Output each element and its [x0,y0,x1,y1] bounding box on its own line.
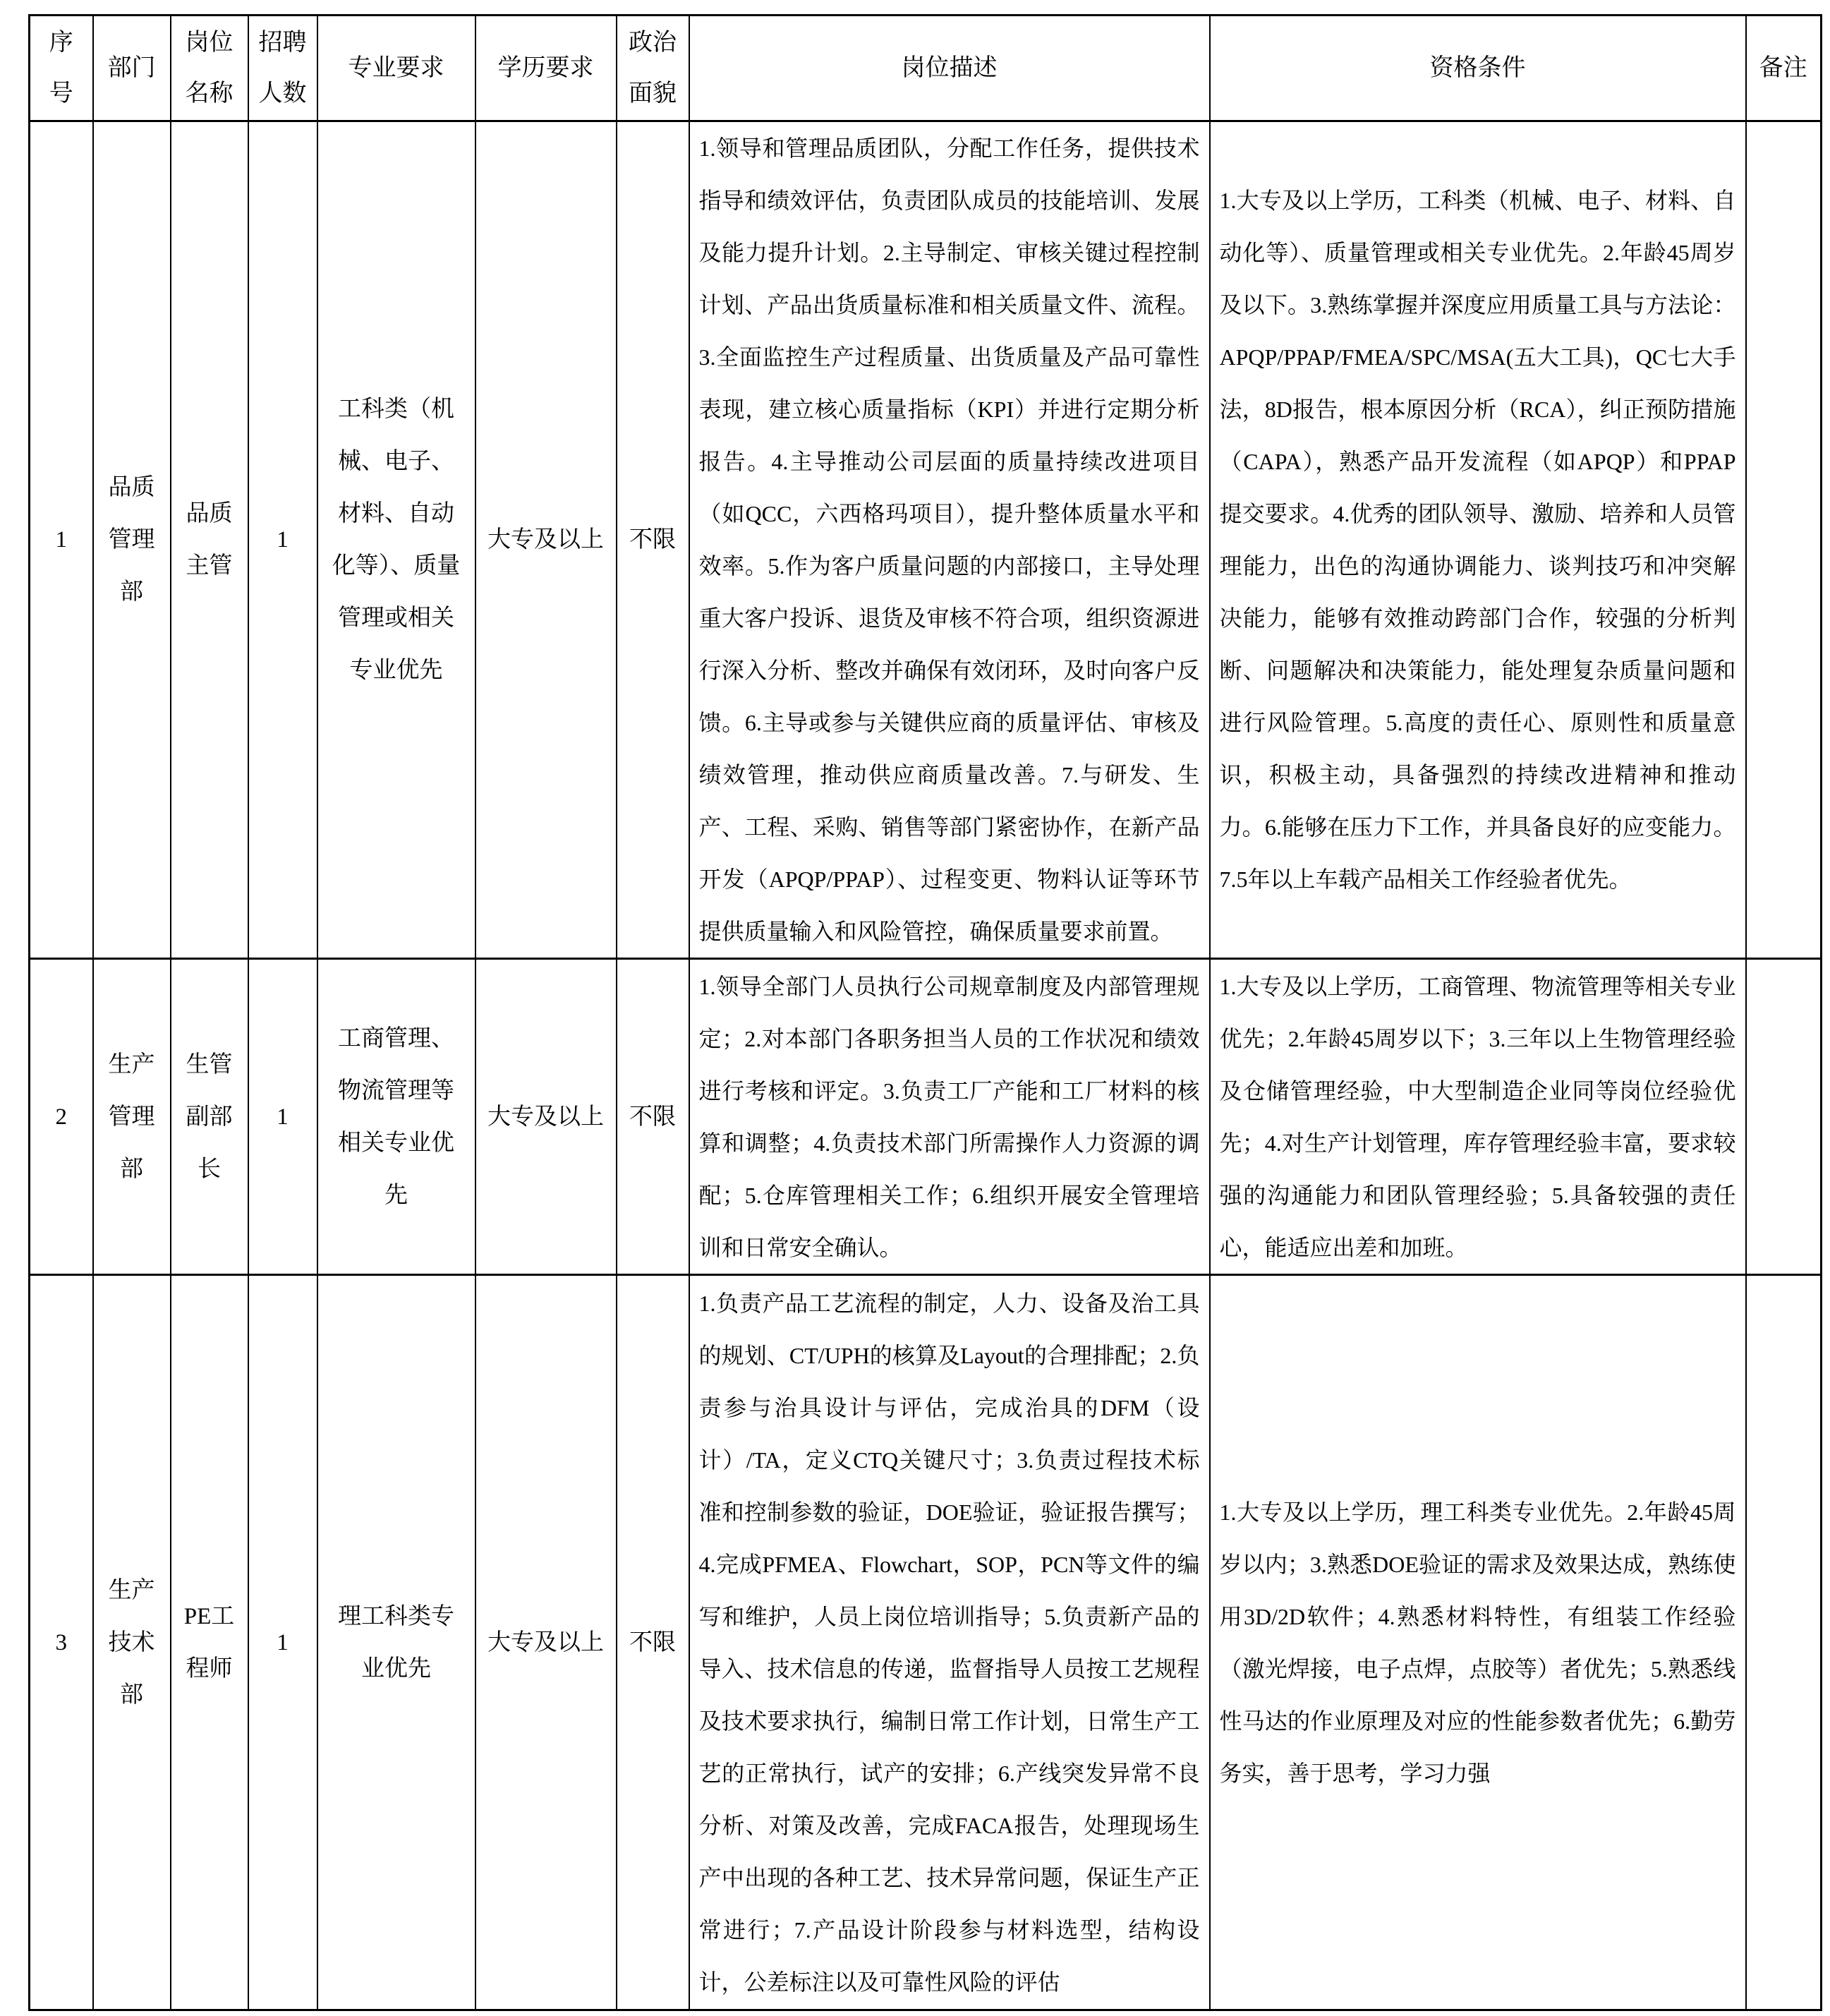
cell-headcount: 1 [248,121,317,959]
cell-qualifications: 1.大专及以上学历，理工科类专业优先。2.年龄45周岁以内；3.熟悉DOE验证的需求及效果达成，熟练使用3D/2D软件；4.熟悉材料特性，有组装工作经验（激光焊接，电子点焊，点胶等）者优先；5.熟悉线性马达的作业原理及对应的性能参数者优先；6.勤劳务实，善于思考，学习力强 [1210,1275,1746,2010]
header-seq: 序号 [30,16,93,121]
job-recruitment-table [28,14,1822,2011]
cell-headcount: 1 [248,1275,317,2010]
header-political: 政治面貌 [617,16,689,121]
header-row [30,16,1822,121]
cell-remark [1746,121,1822,959]
cell-seq: 2 [30,959,93,1275]
cell-seq: 1 [30,121,93,959]
table-row-production-mgmt-deputy [30,959,1822,1275]
cell-major: 工商管理、物流管理等相关专业优先 [317,959,475,1275]
cell-seq: 3 [30,1275,93,2010]
cell-position: PE工程师 [171,1275,248,2010]
cell-department: 生产管理部 [93,959,171,1275]
cell-description: 1.负责产品工艺流程的制定，人力、设备及治工具的规划、CT/UPH的核算及Layout的合理排配；2.负责参与治具设计与评估，完成治具的DFM（设计）/TA，定义CTQ关键尺寸；3.负责过程技术标准和控制参数的验证，DOE验证，验证报告撰写；4.完成PFMEA、Flowchart，SOP，PCN等文件的编写和维护，人员上岗位培训指导；5.负责新产品的导入、技术信息的传递，监督指导人员按工艺规程及技术要求执行，编制日常工作计划，日常生产工艺的正常执行，试产的安排；6.产线突发异常不良分析、对策及改善，完成FACA报告，处理现场生产中出现的各种工艺、技术异常问题，保证生产正常进行；7.产品设计阶段参与材料选型，结构设计，公差标注以及可靠性风险的评估 [689,1275,1210,2010]
table-row-pe-engineer [30,1275,1822,2010]
cell-political: 不限 [617,959,689,1275]
cell-education: 大专及以上 [475,959,617,1275]
header-headcount: 招聘人数 [248,16,317,121]
header-department: 部门 [93,16,171,121]
cell-remark [1746,959,1822,1275]
cell-department: 生产技术部 [93,1275,171,2010]
cell-position: 品质主管 [171,121,248,959]
header-position: 岗位名称 [171,16,248,121]
cell-qualifications: 1.大专及以上学历，工商管理、物流管理等相关专业优先；2.年龄45周岁以下；3.三年以上生物管理经验及仓储管理经验，中大型制造企业同等岗位经验优先；4.对生产计划管理，库存管理经验丰富，要求较强的沟通能力和团队管理经验；5.具备较强的责任心，能适应出差和加班。 [1210,959,1746,1275]
cell-major: 工科类（机械、电子、材料、自动化等）、质量管理或相关专业优先 [317,121,475,959]
header-qualifications: 资格条件 [1210,16,1746,121]
table-row-quality-supervisor [30,121,1822,959]
cell-department: 品质管理部 [93,121,171,959]
header-education: 学历要求 [475,16,617,121]
header-major: 专业要求 [317,16,475,121]
header-description: 岗位描述 [689,16,1210,121]
cell-political: 不限 [617,1275,689,2010]
header-remark: 备注 [1746,16,1822,121]
cell-description: 1.领导全部门人员执行公司规章制度及内部管理规定；2.对本部门各职务担当人员的工作状况和绩效进行考核和评定。3.负责工厂产能和工厂材料的核算和调整；4.负责技术部门所需操作人力资源的调配；5.仓库管理相关工作；6.组织开展安全管理培训和日常安全确认。 [689,959,1210,1275]
cell-political: 不限 [617,121,689,959]
cell-remark [1746,1275,1822,2010]
cell-education: 大专及以上 [475,121,617,959]
cell-qualifications: 1.大专及以上学历，工科类（机械、电子、材料、自动化等）、质量管理或相关专业优先。2.年龄45周岁及以下。3.熟练掌握并深度应用质量工具与方法论：APQP/PPAP/FMEA/SPC/MSA(五大工具)，QC七大手法，8D报告，根本原因分析（RCA），纠正预防措施（CAPA），熟悉产品开发流程（如APQP）和PPAP提交要求。4.优秀的团队领导、激励、培养和人员管理能力，出色的沟通协调能力、谈判技巧和冲突解决能力，能够有效推动跨部门合作，较强的分析判断、问题解决和决策能力，能处理复杂质量问题和进行风险管理。5.高度的责任心、原则性和质量意识，积极主动，具备强烈的持续改进精神和推动力。6.能够在压力下工作，并具备良好的应变能力。7.5年以上车载产品相关工作经验者优先。 [1210,121,1746,959]
cell-description: 1.领导和管理品质团队，分配工作任务，提供技术指导和绩效评估，负责团队成员的技能培训、发展及能力提升计划。2.主导制定、审核关键过程控制计划、产品出货质量标准和相关质量文件、流程。3.全面监控生产过程质量、出货质量及产品可靠性表现，建立核心质量指标（KPI）并进行定期分析报告。4.主导推动公司层面的质量持续改进项目（如QCC，六西格玛项目），提升整体质量水平和效率。5.作为客户质量问题的内部接口，主导处理重大客户投诉、退货及审核不符合项，组织资源进行深入分析、整改并确保有效闭环，及时向客户反馈。6.主导或参与关键供应商的质量评估、审核及绩效管理，推动供应商质量改善。7.与研发、生产、工程、采购、销售等部门紧密协作，在新产品开发（APQP/PPAP）、过程变更、物料认证等环节提供质量输入和风险管控，确保质量要求前置。 [689,121,1210,959]
cell-education: 大专及以上 [475,1275,617,2010]
cell-major: 理工科类专业优先 [317,1275,475,2010]
cell-headcount: 1 [248,959,317,1275]
cell-position: 生管副部长 [171,959,248,1275]
